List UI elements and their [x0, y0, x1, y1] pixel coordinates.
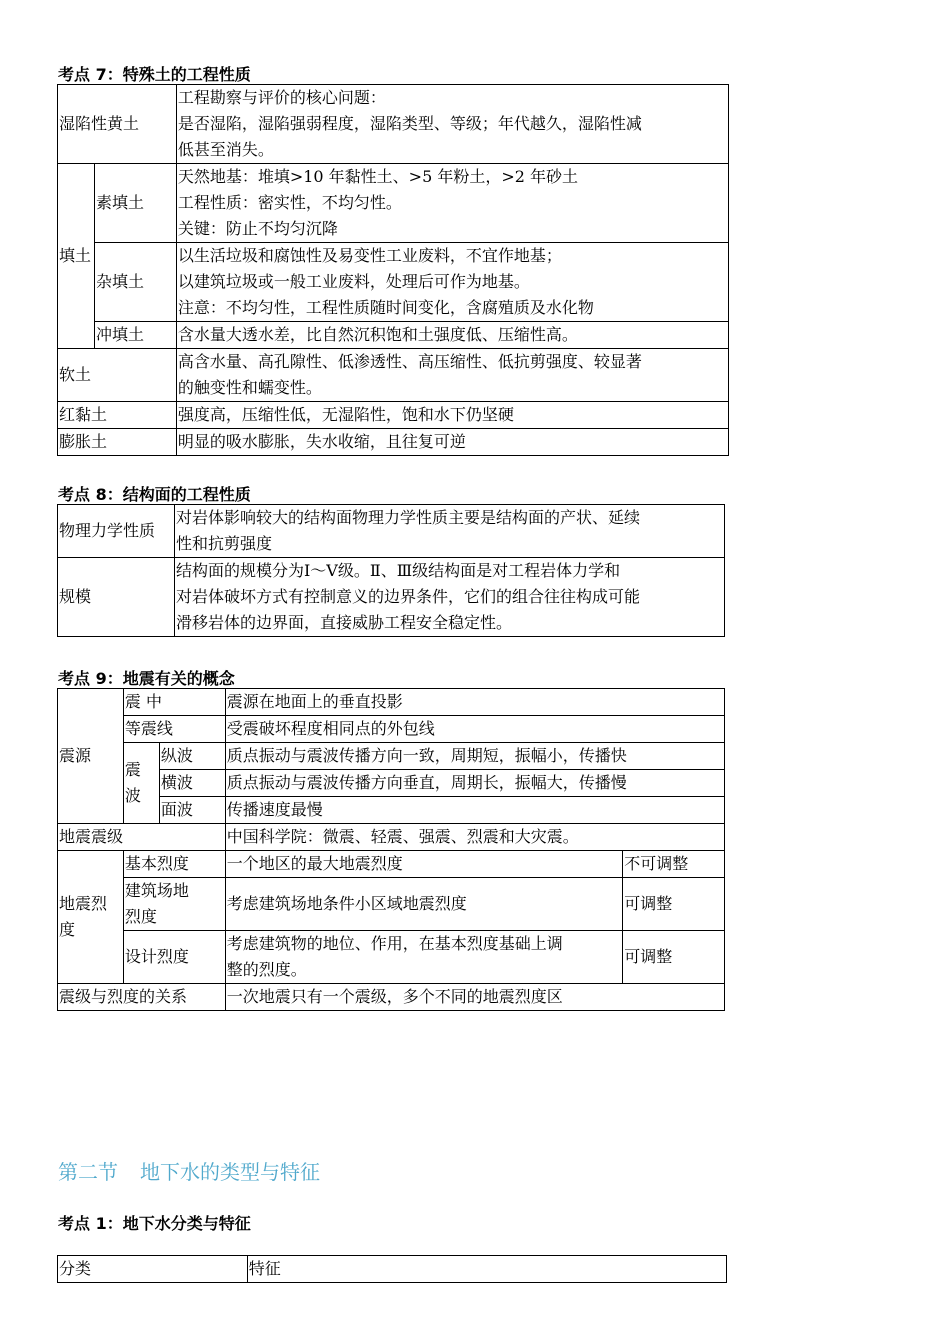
- basic-intensity-label: 基本烈度: [123, 851, 225, 878]
- surface-wave-label: 面波: [159, 797, 225, 824]
- expansive-soil-text: 明显的吸水膨胀，失水收缩，且往复可逆: [176, 429, 728, 456]
- design-intensity-label: 设计烈度: [123, 931, 225, 984]
- section-title: [58, 1156, 320, 1185]
- isoseismal-label: 等震线: [123, 716, 225, 743]
- soft-soil-label: 软土: [58, 349, 177, 402]
- isoseismal-text: 受震破坏程度相同点的外包线: [225, 716, 724, 743]
- site-intensity-label: 建筑场地 烈度: [123, 878, 225, 931]
- wet-loess-text: 工程勘察与评价的核心问题： 是否湿陷，湿陷强弱程度，湿陷类型、等级；年代越久，湿陷性减 低甚至消失。: [176, 85, 728, 164]
- fill-label: 填土: [58, 164, 95, 349]
- surface-wave-text: 传播速度最慢: [225, 797, 724, 824]
- epicenter-text: 震源在地面上的垂直投影: [225, 689, 724, 716]
- expansive-soil-label: 膨胀土: [58, 429, 177, 456]
- p-wave-text: 质点振动与震波传播方向一致，周期短，振幅小，传播快: [225, 743, 724, 770]
- k7-heading: 考点 7：特殊土的工程性质: [58, 65, 251, 84]
- mixed-fill-label: 杂填土: [94, 243, 176, 322]
- physical-properties-label: 物理力学性质: [58, 505, 175, 558]
- relation-text: 一次地震只有一个震级，多个不同的地震烈度区: [225, 984, 724, 1011]
- plain-fill-label: 素填土: [94, 164, 176, 243]
- flush-fill-label: 冲填土: [94, 322, 176, 349]
- wet-loess-label: 湿陷性黄土: [58, 85, 177, 164]
- magnitude-text: 中国科学院：微震、轻震、强震、烈震和大灾震。: [225, 824, 724, 851]
- plain-fill-text: 天然地基：堆填>10 年黏性土、>5 年粉土，>2 年砂土 工程性质：密实性，不均匀性。 关键：防止不均匀沉降: [176, 164, 728, 243]
- site-intensity-text: 考虑建筑场地条件小区域地震烈度: [225, 878, 623, 931]
- k8-heading: 考点 8：结构面的工程性质: [58, 485, 251, 504]
- seismic-wave-label: 震 波: [123, 743, 159, 824]
- k9-heading: 考点 9：地震有关的概念: [58, 669, 235, 688]
- s-wave-label: 横波: [159, 770, 225, 797]
- k8-table: [57, 504, 725, 637]
- basic-intensity-note: 不可调整: [623, 851, 725, 878]
- s-wave-text: 质点振动与震波传播方向垂直，周期长，振幅大，传播慢: [225, 770, 724, 797]
- scale-label: 规模: [58, 558, 175, 637]
- p-wave-label: 纵波: [159, 743, 225, 770]
- scale-text: 结构面的规模分为Ⅰ～Ⅴ级。Ⅱ、Ⅲ级结构面是对工程岩体力学和 对岩体破坏方式有控制意义的边界条件，它们的组合往往构成可能 滑移岩体的边界面，直接威胁工程安全稳定性。: [174, 558, 724, 637]
- epicenter-label: 震 中: [123, 689, 225, 716]
- k1-table: [57, 1255, 727, 1283]
- k9-table: [57, 688, 725, 1011]
- mixed-fill-text: 以生活垃圾和腐蚀性及易变性工业废料，不宜作地基； 以建筑垃圾或一般工业废料，处理后可作为地基。 注意：不均匀性，工程性质随时间变化，含腐殖质及水化物: [176, 243, 728, 322]
- site-intensity-note: 可调整: [623, 878, 725, 931]
- relation-label: 震级与烈度的关系: [58, 984, 226, 1011]
- design-intensity-text: 考虑建筑物的地位、作用，在基本烈度基础上调 整的烈度。: [225, 931, 623, 984]
- red-clay-text: 强度高，压缩性低，无湿陷性，饱和水下仍坚硬: [176, 402, 728, 429]
- magnitude-label: 地震震级: [58, 824, 226, 851]
- k7-table: [57, 84, 729, 456]
- k1-heading: 考点 1：地下水分类与特征: [58, 1214, 251, 1233]
- physical-properties-text: 对岩体影响较大的结构面物理力学性质主要是结构面的产状、延续 性和抗剪强度: [174, 505, 724, 558]
- source-label: 震源: [58, 689, 124, 824]
- flush-fill-text: 含水量大透水差，比自然沉积饱和土强度低、压缩性高。: [176, 322, 728, 349]
- design-intensity-note: 可调整: [623, 931, 725, 984]
- section-number: 第二节: [58, 1160, 118, 1184]
- section-title-text: 地下水的类型与特征: [140, 1160, 320, 1184]
- column-header-category: 分类: [58, 1256, 248, 1283]
- soft-soil-text: 高含水量、高孔隙性、低渗透性、高压缩性、低抗剪强度、较显著 的触变性和蠕变性。: [176, 349, 728, 402]
- intensity-label: 地震烈 度: [58, 851, 124, 984]
- basic-intensity-text: 一个地区的最大地震烈度: [225, 851, 623, 878]
- red-clay-label: 红黏土: [58, 402, 177, 429]
- column-header-feature: 特征: [247, 1256, 726, 1283]
